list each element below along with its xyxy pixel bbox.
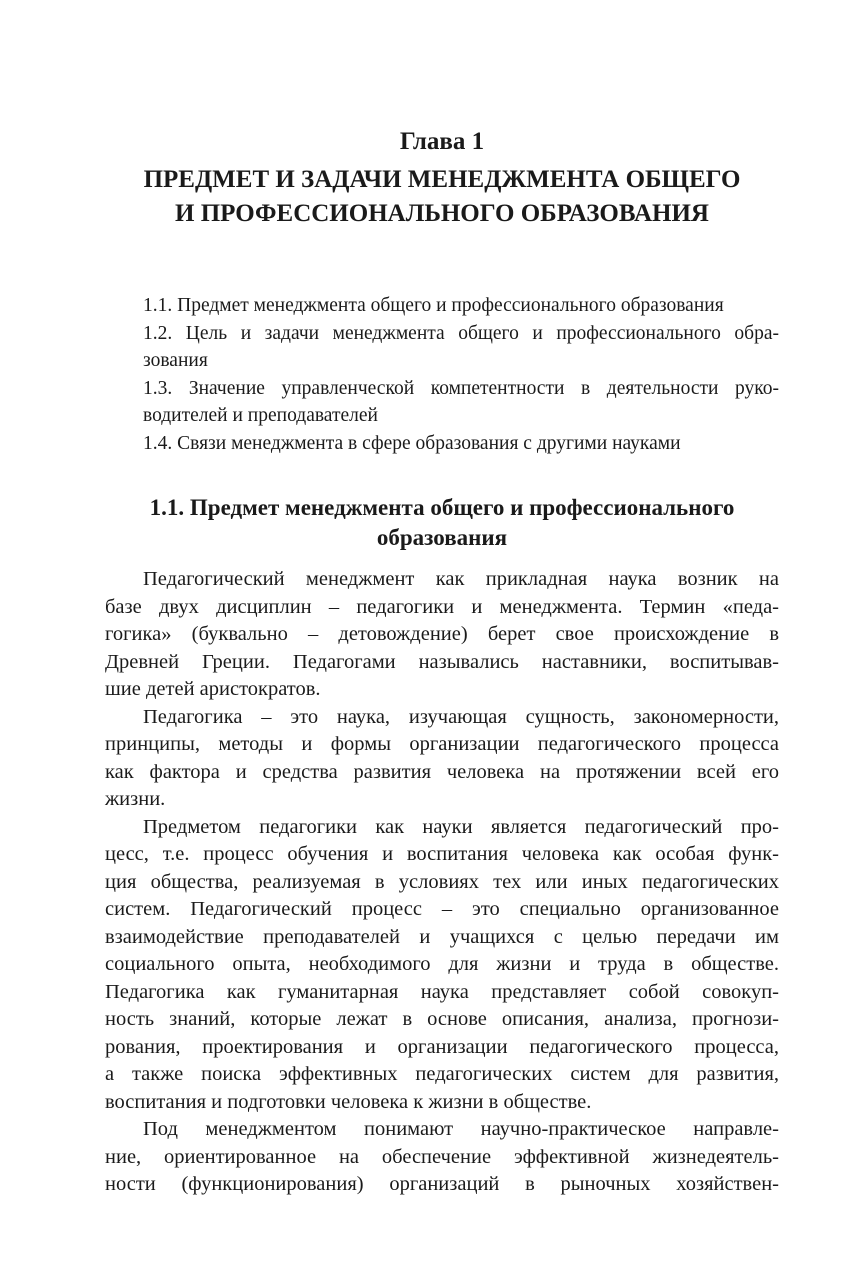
chapter-contents xyxy=(143,292,779,457)
text-line: Педагогический менеджмент как прикладная наука возник на xyxy=(143,568,779,590)
text-line: ность знаний, которые лежат в основе описания, анализа, прогнози- xyxy=(105,1008,779,1030)
text-line: социального опыта, необходимого для жизни и труда в обществе. xyxy=(105,953,779,975)
paragraph xyxy=(105,704,779,814)
paragraph xyxy=(105,566,779,704)
text-line: воспитания и подготовки человека к жизни в обществе. xyxy=(105,1090,592,1113)
text-line: взаимодействие преподавателей и учащихся с целью передачи им xyxy=(105,925,779,948)
toc-line: 1.2. Цель и задачи менеджмента общего и профессионального обра- xyxy=(143,322,779,344)
chapter-title xyxy=(105,163,779,231)
section-heading-line: образования xyxy=(376,525,508,550)
toc-item xyxy=(143,320,779,375)
toc-line: водителей и преподавателей xyxy=(143,405,378,426)
toc-item xyxy=(143,375,779,430)
text-line: шие детей аристократов. xyxy=(105,678,321,700)
section-heading-line: 1.1. Предмет менеджмента общего и профессионального xyxy=(149,495,735,520)
text-line: Предметом педагогики как науки является педагогический про- xyxy=(143,815,779,838)
chapter-title-line: И ПРОФЕССИОНАЛЬНОГО ОБРАЗОВАНИЯ xyxy=(175,200,709,227)
toc-line: 1.3. Значение управленческой компетентности в деятельности руко- xyxy=(143,377,779,399)
toc-line: 1.1. Предмет менеджмента общего и профессионального образования xyxy=(143,295,724,316)
text-line: ние, ориентированное на обеспечение эффективной жизнедеятель- xyxy=(105,1145,779,1168)
paragraph xyxy=(105,814,779,1117)
text-line: рования, проектирования и организации педагогического процесса, xyxy=(105,1035,779,1058)
body-text xyxy=(105,566,779,1199)
text-line: жизни. xyxy=(105,788,166,810)
text-line: как фактора и средства развития человека на протяжении всей его xyxy=(105,760,779,783)
toc-line: зования xyxy=(143,350,208,371)
toc-item xyxy=(143,292,779,320)
text-line: а также поиска эффективных педагогических систем для развития, xyxy=(105,1063,779,1085)
text-line: базе двух дисциплин – педагогики и менеджмента. Термин «педа- xyxy=(105,595,779,618)
toc-line: 1.4. Связи менеджмента в сфере образования с другими науками xyxy=(143,432,681,454)
text-line: Древней Греции. Педагогами назывались наставники, воспитывав- xyxy=(105,650,779,673)
text-line: систем. Педагогический процесс – это специально организованное xyxy=(105,898,779,920)
section-heading xyxy=(105,493,779,553)
text-line: гогика» (буквально – детовождение) берет свое происхождение в xyxy=(105,623,779,645)
paragraph xyxy=(105,1116,779,1199)
text-line: Педагогика – это наука, изучающая сущность, закономерности, xyxy=(143,705,779,728)
chapter-title-line: ПРЕДМЕТ И ЗАДАЧИ МЕНЕДЖМЕНТА ОБЩЕГО xyxy=(143,166,741,193)
chapter-label: Глава 1 xyxy=(399,128,485,155)
text-line: Педагогика как гуманитарная наука представляет собой совокуп- xyxy=(105,980,779,1003)
text-line: цесс, т.е. процесс обучения и воспитания человека как особая функ- xyxy=(105,843,779,865)
text-line: ция общества, реализуемая в условиях тех или иных педагогических xyxy=(105,870,779,893)
text-line: ности (функционирования) организаций в рыночных хозяйствен- xyxy=(105,1173,779,1195)
toc-item xyxy=(143,430,779,458)
text-line: принципы, методы и формы организации педагогического процесса xyxy=(105,733,779,755)
text-line: Под менеджментом понимают научно-практическое направле- xyxy=(143,1118,779,1140)
